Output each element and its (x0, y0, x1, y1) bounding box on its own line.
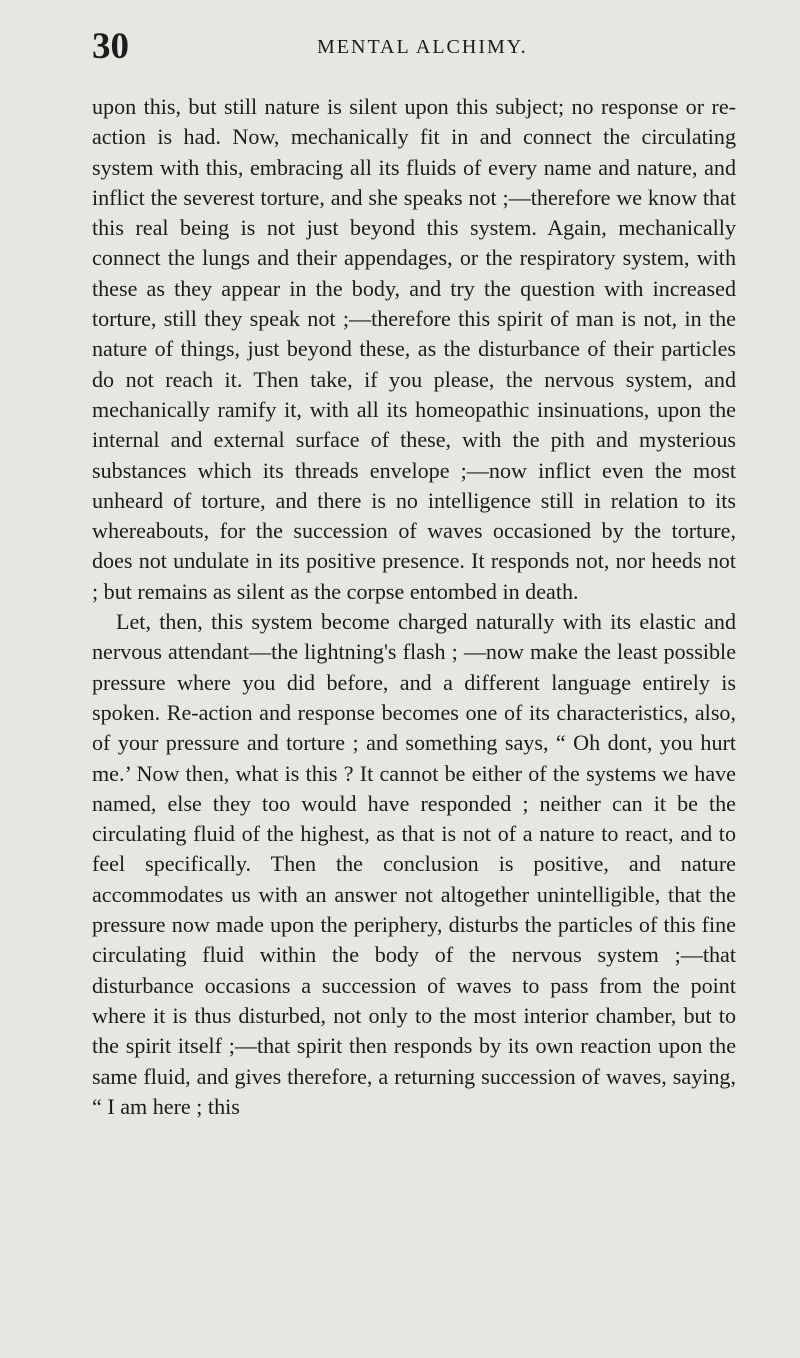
paragraph: Let, then, this system become charged naturally with its elastic and nervous attendant—the lightning's flash ; —now make the least possible pressure where you did before, and a different language entirely is spoken. Re-action and response becomes one of its characteristics, also, of your pressure and torture ; and something says, “ Oh dont, you hurt me.’ Now then, what is this ? It cannot be either of the systems we have named, else they too would have responded ; neither can it be the circulating fluid of the highest, as that is not of a nature to react, and to feel specifically. Then the conclusion is positive, and nature accommodates us with an answer not altogether unintelligible, that the pressure now made upon the periphery, disturbs the particles of this fine circulating fluid within the body of the nervous system ;—that disturbance occasions a succession of waves to pass from the point where it is thus disturbed, not only to the most interior chamber, but to the spirit itself ;—that spirit then responds by its own reaction upon the same fluid, and gives therefore, a returning succession of waves, saying, “ I am here ; this (92, 609, 736, 1119)
running-title: MENTAL ALCHIMY. (317, 36, 528, 58)
paragraph: upon this, but still nature is silent upon this subject; no response or re-action is had. Now, mechanically fit in and connect the circulating system with this, embracing all its fluids of every name and nature, and inflict the severest torture, and she speaks not ;—therefore we know that this real being is not just beyond this system. Again, mechanically connect the lungs and their appendages, or the respiratory system, with these as they appear in the body, and try the question with increased torture, still they speak not ;—therefore this spirit of man is not, in the nature of things, just beyond these, as the disturbance of their particles do not reach it. Then take, if you please, the nervous system, and mechanically ramify it, with all its homeopathic insinuations, upon the internal and external surface of these, with the pith and mysterious substances which its threads envelope ;—now inflict even the most unheard of torture, and there is no intelligence still in relation to its whereabouts, for the succession of waves occasioned by the torture, does not undulate in its positive presence. It responds not, nor heeds not ; but remains as silent as the corpse entombed in death. (92, 94, 736, 604)
page-number: 30 (92, 26, 129, 67)
body-text (92, 92, 736, 1122)
running-head (92, 0, 736, 92)
